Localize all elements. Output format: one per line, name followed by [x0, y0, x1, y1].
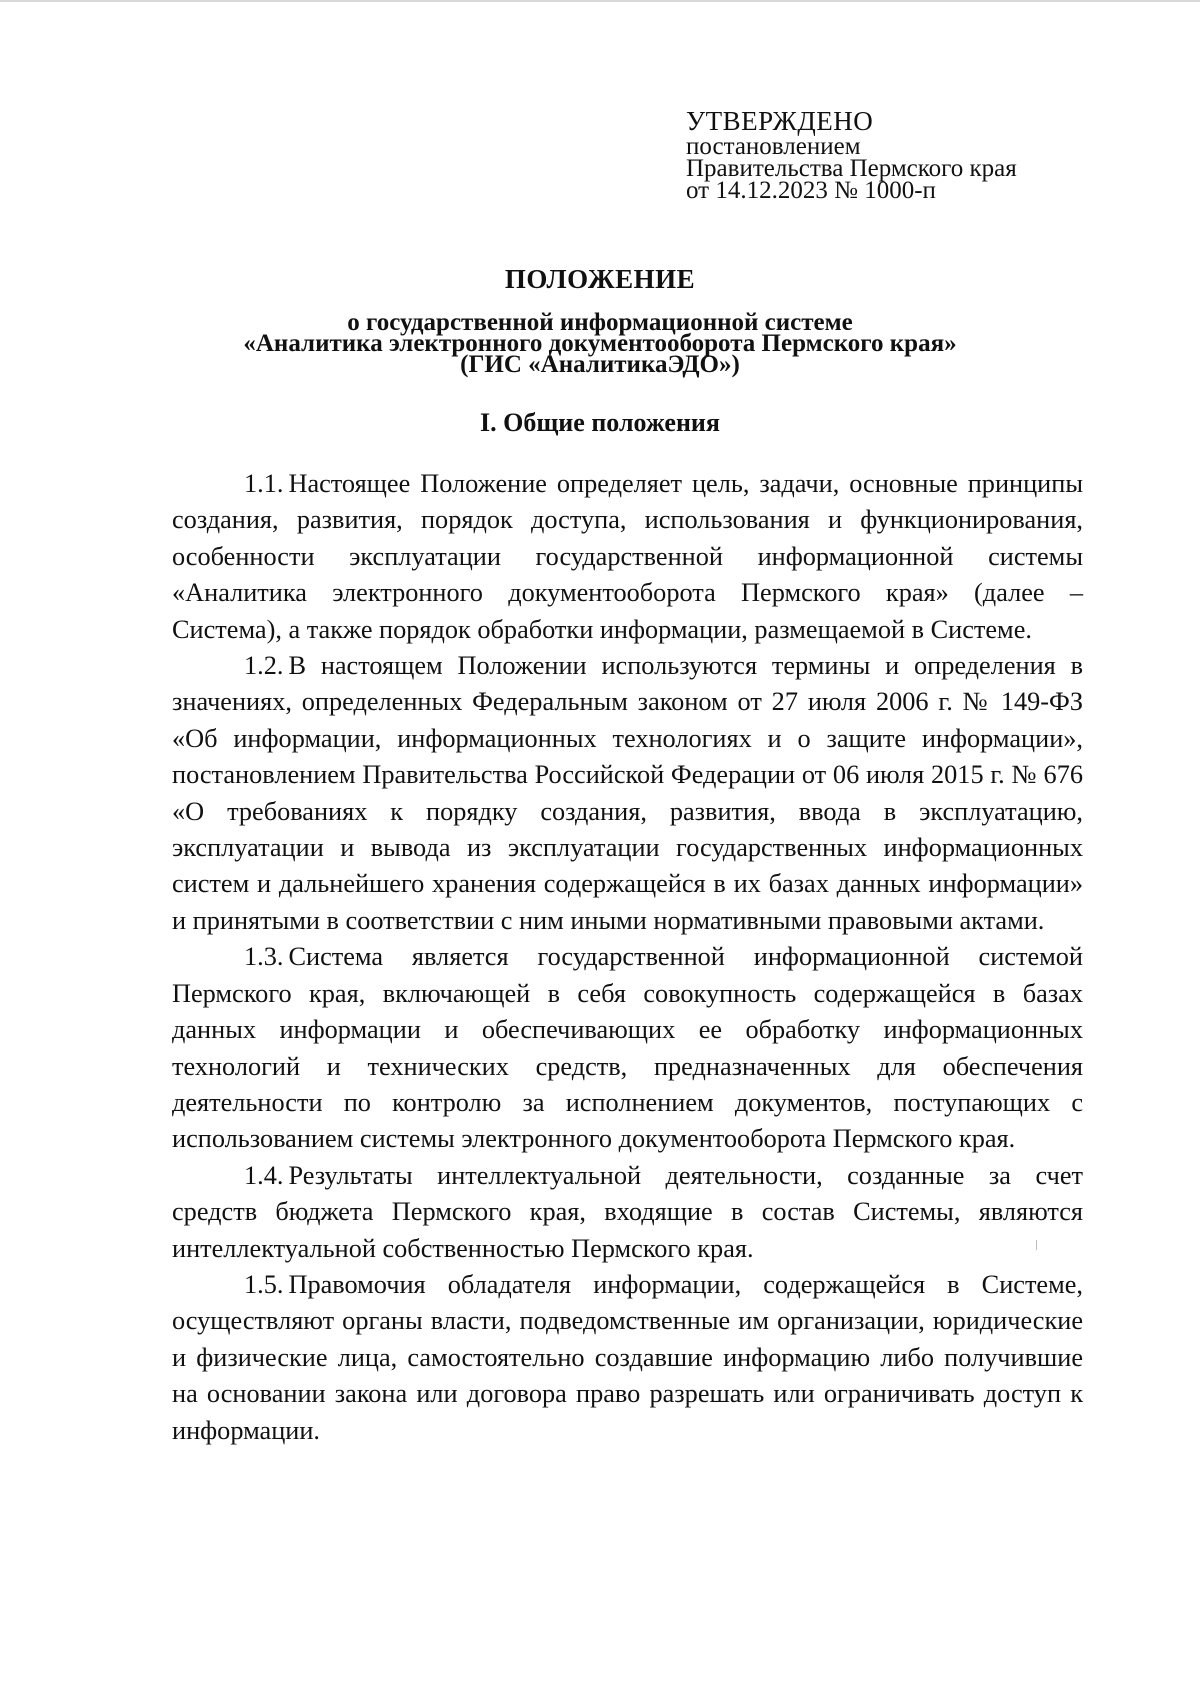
paragraph-number: 1.4.	[244, 1160, 284, 1190]
page-edge	[0, 0, 1200, 2]
paragraph-number: 1.3.	[244, 942, 284, 972]
paragraph	[172, 1267, 1083, 1449]
paragraph-text: Настоящее Положение определяет цель, задачи, основные принципы создания, развития, порядок доступа, использования и функционирования, особенности эксплуатации государственной информационной системы «Аналитика электронного документооборота Пермского края» (далее – Система), а также порядок обработки информации, размещаемой в Системе.	[172, 469, 1083, 644]
approval-date-line: от 14.12.2023 № 1000-п	[686, 177, 936, 204]
paragraph-text: В настоящем Положении используются термины и определения в значениях, определенных Федеральным законом от 27 июля 2006 г. № 149-ФЗ «Об информации, информационных технологиях и о защите информации», постановлением Правительства Российской Федерации от 06 июля 2015 г. № 676 «О требованиях к порядку создания, развития, ввода в эксплуатацию, эксплуатации и вывода из эксплуатации государственных информационных систем и дальнейшего хранения содержащейся в их базах данных информации» и принятыми в соответствии с ним иными нормативными правовыми актами.	[172, 651, 1083, 935]
approval-block	[686, 106, 1146, 202]
section-body	[172, 466, 1083, 1449]
paragraph	[172, 1158, 1083, 1267]
document-subtitle-line: о государственной информационной системе	[347, 309, 853, 336]
document-subtitle-line: (ГИС «АналитикаЭДО»)	[460, 351, 740, 378]
paragraph-number: 1.5.	[244, 1269, 284, 1299]
approval-stamp: УТВЕРЖДЕНО	[686, 106, 874, 136]
approval-line: Правительства Пермского края	[686, 155, 1017, 182]
scan-mark	[1036, 1240, 1037, 1250]
document-title-block	[140, 262, 1060, 378]
section-heading: I. Общие положения	[480, 408, 720, 437]
paragraph-text: Результаты интеллектуальной деятельности, созданные за счет средств бюджета Пермского края, входящие в состав Системы, являются интеллектуальной собственностью Пермского края.	[172, 1160, 1083, 1263]
paragraph-number: 1.1.	[244, 469, 284, 498]
approval-line: постановлением	[686, 133, 861, 160]
paragraph	[172, 939, 1083, 1157]
paragraph	[172, 466, 1083, 648]
document-title: ПОЛОЖЕНИЕ	[504, 264, 696, 294]
paragraph	[172, 648, 1083, 939]
paragraph-text: Система является государственной информационной системой Пермского края, включающей в себя совокупность содержащейся в базах данных информации и обеспечивающих ее обработку информационных технологий и технических средств, предназначенных для обеспечения деятельности по контролю за исполнением документов, поступающих с использованием системы электронного документооборота Пермского края.	[172, 942, 1083, 1154]
document-subtitle-line: «Аналитика электронного документооборота Пермского края»	[243, 330, 957, 357]
paragraph-text: Правомочия обладателя информации, содержащейся в Системе, осуществляют органы власти, подведомственные им организации, юридические и физические лица, самостоятельно создавшие информацию либо получившие на основании закона или договора право разрешать или ограничивать доступ к информации.	[172, 1269, 1083, 1445]
paragraph-number: 1.2.	[244, 651, 284, 681]
